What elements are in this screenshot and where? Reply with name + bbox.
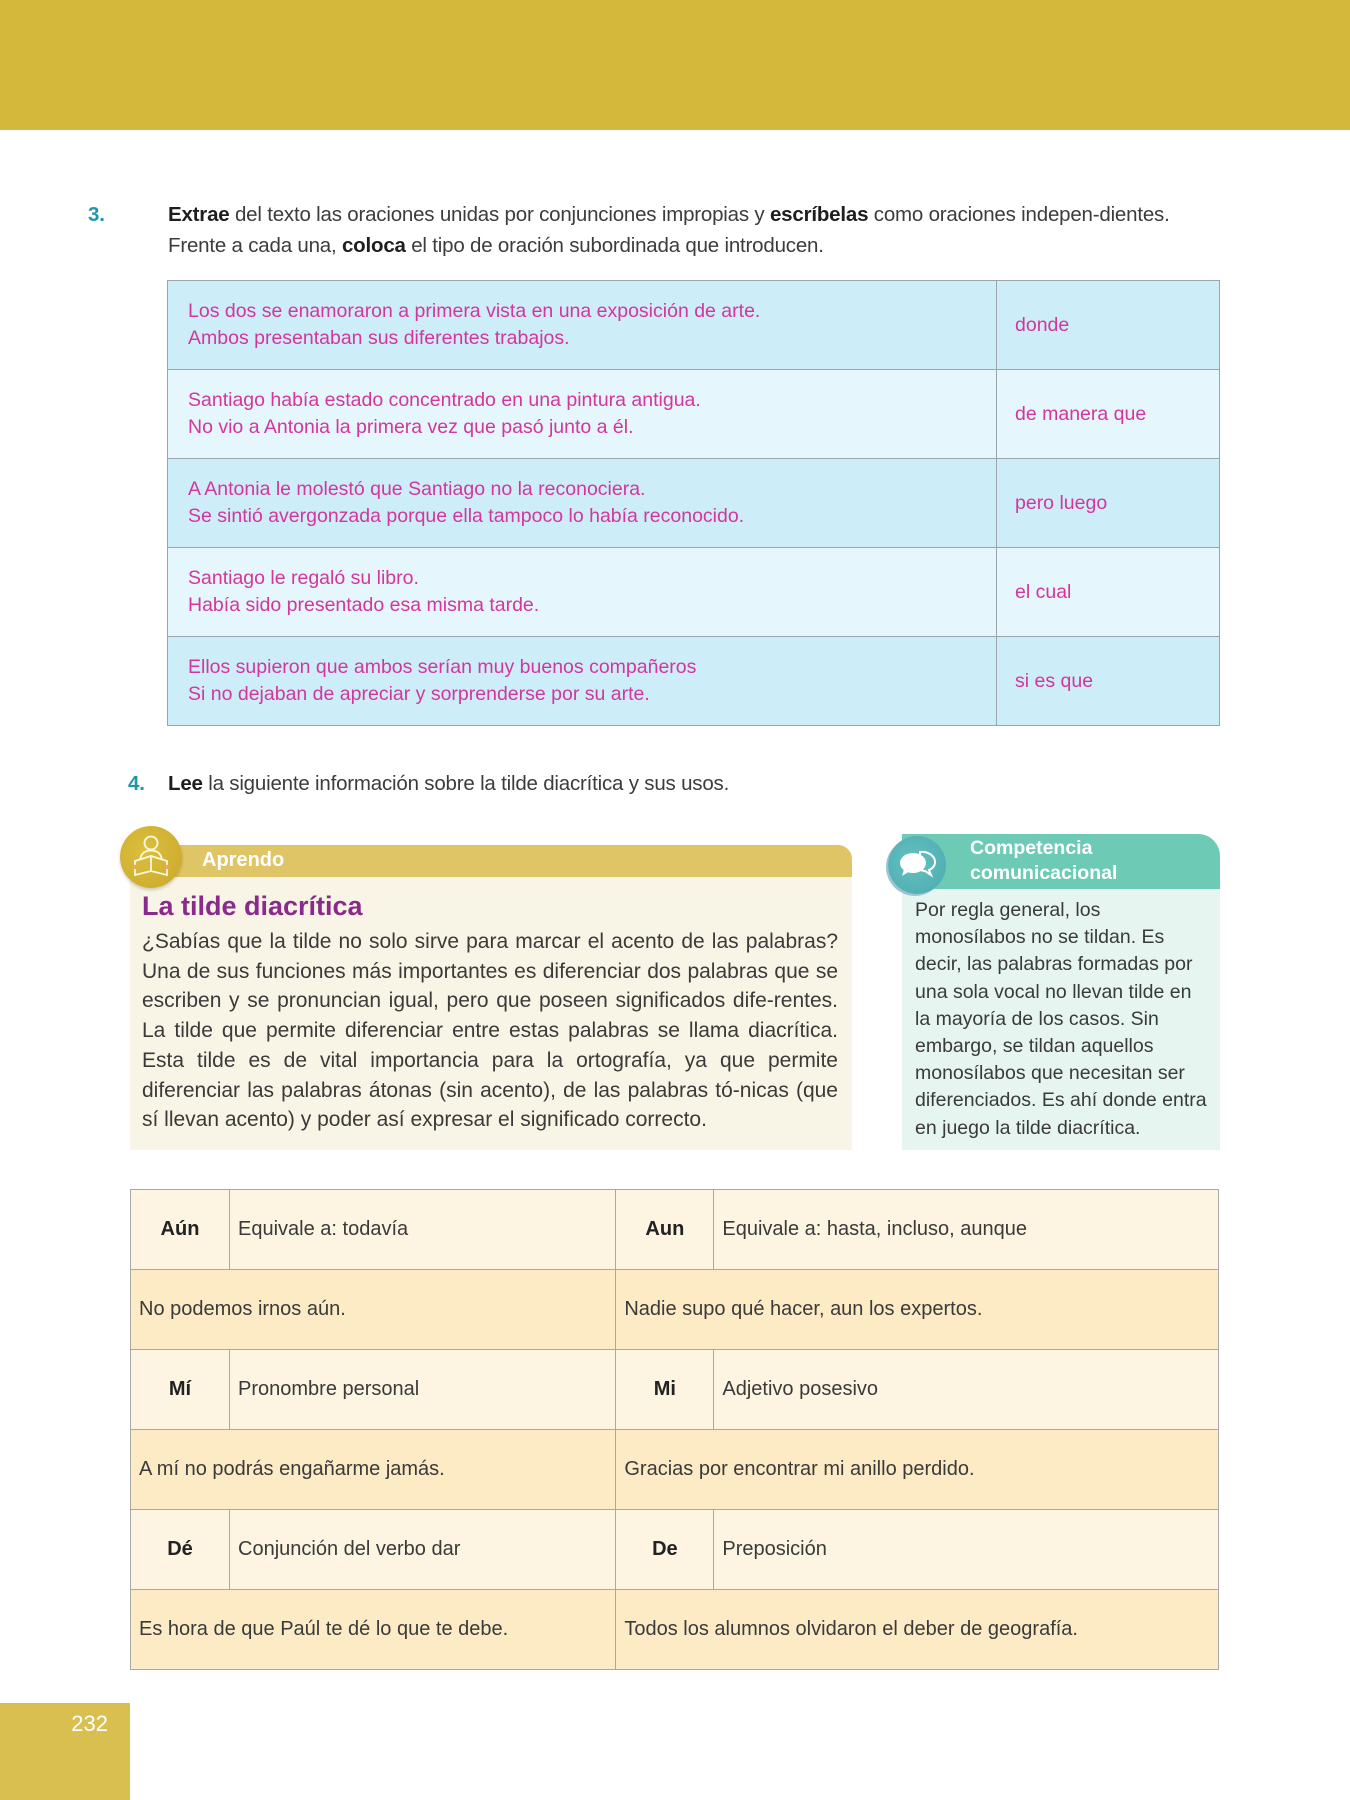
speech-bubbles-icon — [888, 836, 946, 894]
sentence-line: Ellos supieron que ambos serían muy buenos compañeros — [188, 656, 697, 678]
example-row — [131, 1270, 1219, 1350]
word-cell: De — [616, 1510, 714, 1590]
sentence-line: Los dos se enamoraron a primera vista en una exposición de arte. — [188, 300, 761, 322]
word-cell: Dé — [131, 1510, 230, 1590]
competencia-label-line: Competencia — [970, 837, 1093, 859]
sentence-cell — [168, 637, 997, 726]
instruction-verb: escríbelas — [769, 203, 869, 226]
conjunction-cell: el cual — [997, 548, 1220, 637]
sentence-line: Santiago le regaló su libro. — [188, 567, 419, 589]
conjunction-cell: pero luego — [997, 459, 1220, 548]
sentence-cell — [168, 548, 997, 637]
instruction-text: la siguiente información sobre la tilde diacrítica y sus usos. — [202, 772, 730, 795]
sentence-line: Santiago había estado concentrado en una pintura antigua. — [188, 389, 701, 411]
question-number: 4. — [128, 772, 145, 795]
instruction-text: del texto las oraciones unidas por conjunciones impropias y — [229, 203, 770, 226]
sentence-line: Se sintió avergonzada porque ella tampoco lo había reconocido. — [188, 505, 745, 527]
meaning-cell: Preposición — [714, 1510, 1219, 1590]
competencia-label — [970, 836, 1117, 886]
question-number: 3. — [88, 203, 105, 226]
sentence-line: Ambos presentaban sus diferentes trabajos. — [188, 327, 570, 349]
instruction-text: el tipo de oración subordinada que introducen. — [405, 234, 824, 257]
conjunction-cell: de manera que — [997, 370, 1220, 459]
example-row — [131, 1590, 1219, 1670]
aprendo-paragraph: ¿Sabías que la tilde no solo sirve para marcar el acento de las palabras? Una de sus funciones más importantes es diferenciar dos palabras que se escriben y se pronuncian igual, pero que poseen significados dife-rentes. La tilde que permite diferenciar entre estas palabras se llama diacrítica. Esta tilde es de vital importancia para la ortografía, ya que permite diferenciar las palabras átonas (sin acento), de las palabras tó-nicas (que sí llevan acento) y poder así expresar el significado correcto. — [142, 930, 838, 1132]
question-4 — [128, 768, 1028, 799]
meaning-cell: Pronombre personal — [230, 1350, 616, 1430]
competencia-label-line: comunicacional — [970, 862, 1118, 884]
question-3 — [88, 199, 1223, 261]
competencia-body — [902, 889, 1220, 1150]
competencia-box — [888, 834, 1220, 1150]
instruction-verb: Lee — [168, 772, 203, 795]
conjunction-cell: donde — [997, 281, 1220, 370]
sentence-cell — [168, 281, 997, 370]
definition-row — [131, 1190, 1219, 1270]
meaning-cell: Conjunción del verbo dar — [230, 1510, 616, 1590]
meaning-cell: Adjetivo posesivo — [714, 1350, 1219, 1430]
sentence-line: Había sido presentado esa misma tarde. — [188, 594, 540, 616]
meaning-cell: Equivale a: todavía — [230, 1190, 616, 1270]
aprendo-body — [130, 877, 852, 1150]
header-band — [0, 0, 1350, 130]
sentence-line: No vio a Antonia la primera vez que pasó junto a él. — [188, 416, 634, 438]
table-row — [168, 370, 1220, 459]
instruction-verb: coloca — [341, 234, 406, 257]
aprendo-box — [130, 845, 852, 1150]
instruction-verb: Extrae — [168, 203, 230, 226]
diacritic-table — [130, 1189, 1219, 1670]
word-cell: Aun — [616, 1190, 714, 1270]
competencia-paragraph: Por regla general, los monosílabos no se tildan. Es decir, las palabras formadas por una sola vocal no llevan tilde en la mayoría de los casos. Sin embargo, se tildan aquellos monosílabos que necesitan ser diferenciados. Es ahí donde entra en juego la tilde diacrítica. — [915, 899, 1207, 1139]
example-row — [131, 1430, 1219, 1510]
example-cell: Todos los alumnos olvidaron el deber de geografía. — [616, 1590, 1219, 1670]
aprendo-header — [140, 845, 852, 877]
reader-book-icon — [120, 826, 182, 888]
sentence-cell — [168, 459, 997, 548]
table-row — [168, 281, 1220, 370]
page-number: 232 — [71, 1711, 108, 1736]
word-cell: Aún — [131, 1190, 230, 1270]
definition-row — [131, 1350, 1219, 1430]
example-cell: A mí no podrás engañarme jamás. — [131, 1430, 616, 1510]
table-row — [168, 548, 1220, 637]
example-cell: No podemos irnos aún. — [131, 1270, 616, 1350]
example-cell: Gracias por encontrar mi anillo perdido. — [616, 1430, 1219, 1510]
competencia-header — [902, 834, 1220, 889]
table-row — [168, 637, 1220, 726]
sentence-cell — [168, 370, 997, 459]
meaning-cell: Equivale a: hasta, incluso, aunque — [714, 1190, 1219, 1270]
exercise-table — [167, 280, 1220, 726]
instruction-text: como oraciones indepen-dientes. Frente a cada una, — [168, 203, 1170, 257]
conjunction-cell: si es que — [997, 637, 1220, 726]
word-cell: Mí — [131, 1350, 230, 1430]
table-row — [168, 459, 1220, 548]
sentence-line: A Antonia le molestó que Santiago no la reconociera. — [188, 478, 646, 500]
section-title: La tilde diacrítica — [142, 891, 363, 921]
example-cell: Es hora de que Paúl te dé lo que te debe. — [131, 1590, 616, 1670]
page-number-block — [0, 1703, 130, 1800]
example-cell: Nadie supo qué hacer, aun los expertos. — [616, 1270, 1219, 1350]
sentence-line: Si no dejaban de apreciar y sorprenderse por su arte. — [188, 683, 650, 705]
word-cell: Mi — [616, 1350, 714, 1430]
definition-row — [131, 1510, 1219, 1590]
aprendo-label: Aprendo — [202, 849, 285, 871]
